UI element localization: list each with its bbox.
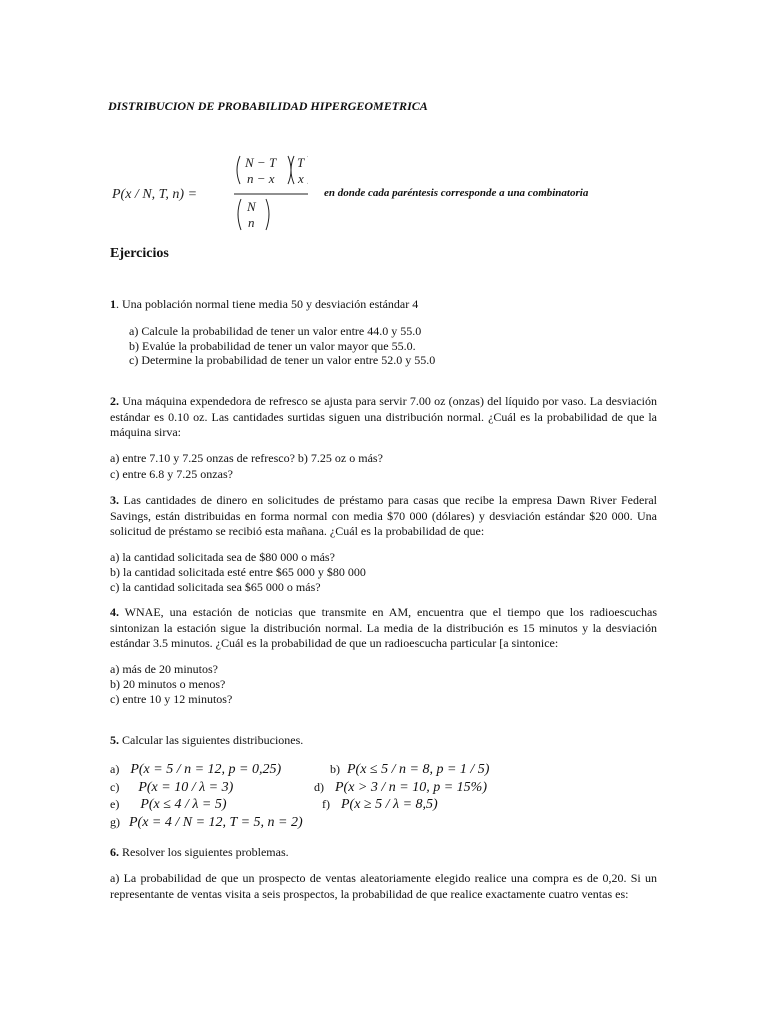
exercise-5-number: 5. — [110, 733, 119, 747]
exercise-5-row-g — [110, 815, 303, 831]
exercise-4-number: 4. — [110, 605, 119, 619]
exercise-3-number: 3. — [110, 493, 119, 507]
exercise-3-text: Las cantidades de dinero en solicitudes de préstamo para casas que recibe la empresa Dawn River Federal Savings, están distribuidas en forma normal con media $70 000 (dólares) y desviación estándar $20 000. Una solicitud de préstamo se recibió esta mañana. ¿Cuál es la probabilidad de que: — [110, 493, 657, 538]
formula-den-bottom: n — [248, 215, 255, 230]
exercise-5-label-b: b) — [330, 762, 340, 776]
exercise-3-statement — [110, 493, 657, 540]
exercise-1-item-a: a) Calcule la probabilidad de tener un valor entre 44.0 y 55.0 — [129, 324, 422, 338]
exercise-5-expr-e: P(x ≤ 4 / λ = 5) — [140, 797, 227, 812]
exercise-1-item-b: b) Evalúe la probabilidad de tener un valor mayor que 55.0. — [129, 339, 416, 353]
exercise-5-expr-c: P(x = 10 / λ = 3) — [138, 780, 234, 795]
exercise-5-row-f — [322, 797, 438, 813]
exercise-3-item-b: b) la cantidad solicitada esté entre $65 000 y $80 000 — [110, 565, 366, 579]
formula-den-top: N — [247, 199, 256, 214]
exercise-1-number: 1 — [110, 297, 116, 311]
exercise-3-item-c: c) la cantidad solicitada sea $65 000 o más? — [110, 580, 321, 594]
formula-num-right-bottom: x — [298, 171, 304, 186]
exercise-2-statement — [110, 394, 657, 441]
exercise-5-row-e — [110, 797, 227, 813]
exercise-6-paragraph-a: a) La probabilidad de que un prospecto de ventas aleatoriamente elegido realice una compra es de 0,20. Si un representante de ventas visita a seis prospectos, la probabilidad de que realice exactamente cuatro ventas es: — [110, 871, 657, 901]
exercise-6-number: 6. — [110, 845, 119, 859]
exercise-5-expr-g: P(x = 4 / N = 12, T = 5, n = 2) — [129, 815, 303, 830]
exercise-1-text: . Una población normal tiene media 50 y desviación estándar 4 — [116, 297, 419, 311]
exercise-5-row-d — [314, 780, 487, 796]
section-heading: Ejercicios — [110, 246, 169, 261]
exercise-5-statement — [110, 733, 303, 748]
exercise-6-text: Resolver los siguientes problemas. — [119, 845, 289, 859]
exercise-5-expr-b: P(x ≤ 5 / n = 8, p = 1 / 5) — [347, 762, 490, 777]
exercise-5-label-g: g) — [110, 815, 120, 829]
formula-note: en donde cada paréntesis corresponde a una combinatoria — [324, 187, 589, 199]
exercise-5-label-f: f) — [322, 797, 330, 811]
exercise-5-expr-d: P(x > 3 / n = 10, p = 15%) — [335, 780, 487, 795]
exercise-5-label-d: d) — [314, 780, 324, 794]
exercise-4-text: WNAE, una estación de noticias que transmite en AM, encuentra que el tiempo que los radioescuchas sintonizan la estación sigue la distribución normal. La media de la distribución es 15 minutos y la desviación estándar 3.5 minutos. ¿Cuál es la probabilidad de que un radioescucha particular [a sintonice: — [110, 605, 657, 650]
exercise-2-text: Una máquina expendedora de refresco se ajusta para servir 7.00 oz (onzas) del líquido por vaso. La desviación estándar es 0.10 oz. Las cantidades surtidas siguen una distribución normal. ¿Cuál es la probabilidad de que la máquina sirva: — [110, 394, 657, 439]
formula-num-right-top: T — [297, 155, 305, 170]
exercise-3-item-a: a) la cantidad solicitada sea de $80 000 o más? — [110, 550, 335, 564]
exercise-5-label-a: a) — [110, 762, 120, 776]
exercise-5-label-c: c) — [110, 780, 120, 794]
exercise-5-expr-f: P(x ≥ 5 / λ = 8,5) — [341, 797, 438, 812]
exercise-2-number: 2. — [110, 394, 119, 408]
exercise-2-item-ab: a) entre 7.10 y 7.25 onzas de refresco? b) 7.25 oz o más? — [110, 451, 383, 465]
exercise-2-item-c: c) entre 6.8 y 7.25 onzas? — [110, 467, 233, 481]
exercise-4-item-a: a) más de 20 minutos? — [110, 662, 218, 676]
exercise-4-item-b: b) 20 minutos o menos? — [110, 677, 226, 691]
formula-num-left-bottom: n − x — [247, 171, 275, 186]
exercise-1-item-c: c) Determine la probabilidad de tener un valor entre 52.0 y 55.0 — [129, 353, 436, 367]
document-title: DISTRIBUCION DE PROBABILIDAD HIPERGEOMETRICA — [108, 99, 428, 113]
exercise-5-row-a — [110, 762, 281, 778]
exercise-5-label-e: e) — [110, 797, 120, 811]
exercise-5-row-b — [330, 762, 489, 778]
formula-lhs: P(x / N, T, n) = — [112, 187, 198, 202]
exercise-4-item-c: c) entre 10 y 12 minutos? — [110, 692, 233, 706]
exercise-1-statement — [110, 297, 418, 312]
exercise-5-text: Calcular las siguientes distribuciones. — [119, 733, 304, 747]
exercise-5-expr-a: P(x = 5 / n = 12, p = 0,25) — [130, 762, 282, 777]
exercise-5-row-c — [110, 780, 233, 796]
formula-num-left-top: N − T — [245, 155, 277, 170]
hypergeometric-formula — [108, 150, 308, 236]
exercise-4-statement — [110, 605, 657, 652]
exercise-6-statement — [110, 845, 289, 860]
